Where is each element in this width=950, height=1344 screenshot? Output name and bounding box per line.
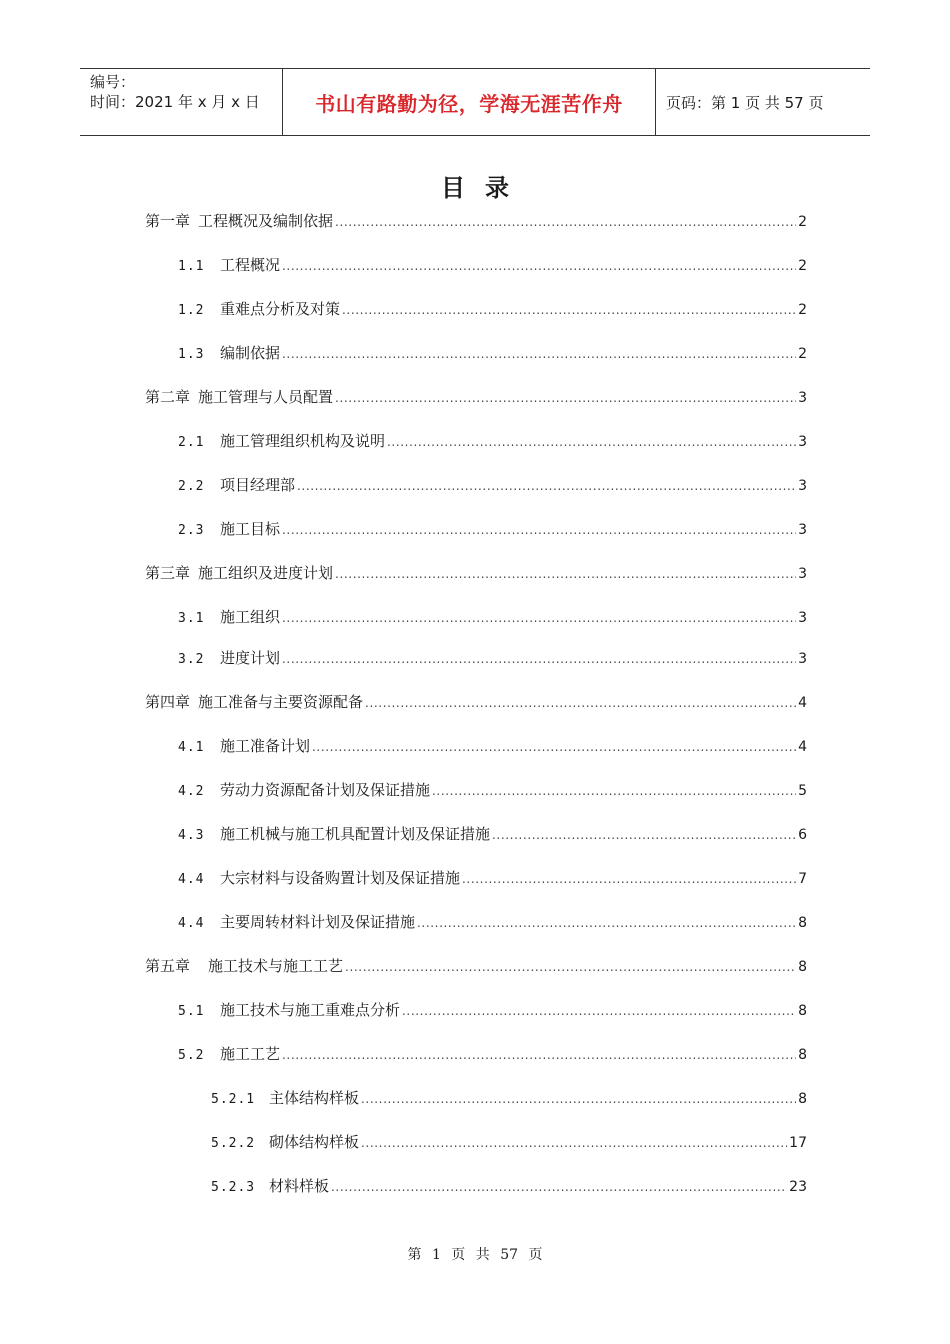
toc-entry-title: 项目经理部 bbox=[220, 476, 296, 494]
toc-entry-title: 施工工艺 bbox=[220, 1045, 281, 1063]
toc-entry-page: 2 bbox=[798, 302, 807, 318]
toc-entry-number: 2.3 bbox=[178, 523, 205, 538]
toc-leader-dots bbox=[417, 912, 796, 934]
toc-leader-dots bbox=[335, 387, 796, 409]
toc-entry-number: 2.2 bbox=[178, 479, 205, 494]
toc-entry[interactable] bbox=[178, 254, 807, 276]
toc-leader-dots bbox=[282, 255, 796, 277]
toc-entry-number: 4.4 bbox=[178, 916, 205, 931]
toc-entry-page: 3 bbox=[798, 610, 807, 626]
toc-entry-title: 施工准备与主要资源配备 bbox=[198, 693, 364, 711]
toc-entry-page: 8 bbox=[798, 1091, 807, 1107]
toc-entry-number: 5.2.1 bbox=[211, 1092, 256, 1107]
toc-entry-number: 4.4 bbox=[178, 872, 205, 887]
toc-entry-number: 1.1 bbox=[178, 259, 205, 274]
toc-entry-page: 2 bbox=[798, 346, 807, 362]
toc-entry-number: 5.2.3 bbox=[211, 1180, 256, 1195]
toc-entry-page: 6 bbox=[798, 827, 807, 843]
toc-entry-number: 3.2 bbox=[178, 652, 205, 667]
toc-entry[interactable] bbox=[211, 1131, 807, 1153]
toc-entry[interactable] bbox=[178, 430, 807, 452]
toc-entry-page: 8 bbox=[798, 915, 807, 931]
toc-entry-number: 4.1 bbox=[178, 740, 205, 755]
toc-entry-page: 2 bbox=[798, 214, 807, 230]
toc-entry[interactable] bbox=[178, 342, 807, 364]
toc-entry-number: 第一章 bbox=[145, 212, 191, 230]
toc-entry-page: 4 bbox=[798, 695, 807, 711]
toc-entry-page: 17 bbox=[789, 1135, 807, 1151]
toc-entry-page: 7 bbox=[798, 871, 807, 887]
toc-entry-title: 砌体结构样板 bbox=[269, 1133, 360, 1151]
toc-entry-page: 3 bbox=[798, 566, 807, 582]
toc-entry-number: 3.1 bbox=[178, 611, 205, 626]
toc-entry-title: 工程概况 bbox=[220, 256, 281, 274]
toc-title: 目录 bbox=[441, 174, 529, 202]
toc-leader-dots bbox=[361, 1088, 796, 1110]
toc-entry-page: 8 bbox=[798, 1047, 807, 1063]
toc-entry-title: 施工管理与人员配置 bbox=[198, 388, 334, 406]
document-date: 时间：2021 年 x 月 x 日 bbox=[90, 93, 260, 111]
toc-entry[interactable] bbox=[145, 562, 807, 584]
toc-leader-dots bbox=[331, 1176, 787, 1198]
toc-entry[interactable] bbox=[178, 474, 807, 496]
toc-entry[interactable] bbox=[178, 999, 807, 1021]
toc-leader-dots bbox=[432, 780, 796, 802]
toc-entry[interactable] bbox=[178, 911, 807, 933]
toc-entry-number: 第二章 bbox=[145, 388, 191, 406]
toc-entry-number: 5.2.2 bbox=[211, 1136, 256, 1151]
toc-entry-title: 施工管理组织机构及说明 bbox=[220, 432, 386, 450]
page-header bbox=[80, 68, 870, 136]
toc-entry[interactable] bbox=[178, 298, 807, 320]
toc-leader-dots bbox=[312, 736, 796, 758]
toc-entry-number: 第三章 bbox=[145, 564, 191, 582]
toc-leader-dots bbox=[297, 475, 796, 497]
toc-entry-title: 重难点分析及对策 bbox=[220, 300, 341, 318]
toc-entry-title: 编制依据 bbox=[220, 344, 281, 362]
toc-entry[interactable] bbox=[178, 606, 807, 628]
toc-entry[interactable] bbox=[178, 647, 807, 669]
toc-entry[interactable] bbox=[211, 1087, 807, 1109]
toc-entry-page: 8 bbox=[798, 1003, 807, 1019]
toc-entry-title: 施工组织 bbox=[220, 608, 281, 626]
toc-entry-page: 5 bbox=[798, 783, 807, 799]
toc-entry-number: 4.2 bbox=[178, 784, 205, 799]
toc-entry-title: 工程概况及编制依据 bbox=[198, 212, 334, 230]
toc-entry-page: 8 bbox=[798, 959, 807, 975]
toc-entry-page: 3 bbox=[798, 522, 807, 538]
toc-entry-title: 主要周转材料计划及保证措施 bbox=[220, 913, 416, 931]
page-footer: 第 1 页 共 57 页 bbox=[407, 1247, 543, 1263]
toc-leader-dots bbox=[282, 607, 796, 629]
toc-entry-page: 3 bbox=[798, 434, 807, 450]
toc-entry-title: 施工组织及进度计划 bbox=[198, 564, 334, 582]
toc-leader-dots bbox=[365, 692, 796, 714]
toc-entry-title: 施工目标 bbox=[220, 520, 281, 538]
toc-leader-dots bbox=[335, 211, 796, 233]
toc-entry-page: 23 bbox=[789, 1179, 807, 1195]
toc-entry[interactable] bbox=[145, 386, 807, 408]
header-motto: 书山有路勤为径，学海无涯苦作舟 bbox=[282, 69, 656, 135]
toc-entry-page: 3 bbox=[798, 651, 807, 667]
toc-entry-number: 1.2 bbox=[178, 303, 205, 318]
toc-entry[interactable] bbox=[178, 735, 807, 757]
toc-leader-dots bbox=[402, 1000, 796, 1022]
toc-leader-dots bbox=[335, 563, 796, 585]
toc-entry[interactable] bbox=[211, 1175, 807, 1197]
toc-leader-dots bbox=[342, 299, 796, 321]
toc-leader-dots bbox=[492, 824, 796, 846]
toc-entry[interactable] bbox=[178, 518, 807, 540]
toc-entry[interactable] bbox=[145, 955, 807, 977]
toc-entry-title: 主体结构样板 bbox=[269, 1089, 360, 1107]
toc-entry-number: 第四章 bbox=[145, 693, 191, 711]
toc-leader-dots bbox=[282, 648, 796, 670]
toc-leader-dots bbox=[282, 1044, 796, 1066]
toc-entry-title: 施工机械与施工机具配置计划及保证措施 bbox=[220, 825, 491, 843]
toc-entry-title: 材料样板 bbox=[269, 1177, 330, 1195]
toc-entry-title: 施工准备计划 bbox=[220, 737, 311, 755]
toc-leader-dots bbox=[282, 519, 796, 541]
toc-entry[interactable] bbox=[178, 1043, 807, 1065]
toc-entry-title: 劳动力资源配备计划及保证措施 bbox=[220, 781, 431, 799]
toc-entry-page: 4 bbox=[798, 739, 807, 755]
header-page-info: 页码：第 1 页 共 57 页 bbox=[666, 93, 824, 112]
toc-entry-number: 第五章 bbox=[145, 957, 191, 975]
toc-entry-number: 5.1 bbox=[178, 1004, 205, 1019]
toc-leader-dots bbox=[282, 343, 796, 365]
toc-entry[interactable] bbox=[178, 779, 807, 801]
toc-leader-dots bbox=[462, 868, 796, 890]
toc-entry-title: 施工技术与施工工艺 bbox=[208, 957, 344, 975]
toc-entry[interactable] bbox=[145, 210, 807, 232]
toc-leader-dots bbox=[387, 431, 796, 453]
toc-entry[interactable] bbox=[178, 867, 807, 889]
toc-entry-number: 4.3 bbox=[178, 828, 205, 843]
toc-entry-title: 进度计划 bbox=[220, 649, 281, 667]
toc-leader-dots bbox=[345, 956, 796, 978]
header-meta bbox=[80, 69, 282, 135]
document-number-label: 编号： bbox=[90, 73, 136, 91]
toc-entry[interactable] bbox=[145, 691, 807, 713]
toc-entry-title: 大宗材料与设备购置计划及保证措施 bbox=[220, 869, 461, 887]
toc-entry[interactable] bbox=[178, 823, 807, 845]
toc-entry-page: 3 bbox=[798, 478, 807, 494]
toc-entry-page: 2 bbox=[798, 258, 807, 274]
toc-entry-number: 5.2 bbox=[178, 1048, 205, 1063]
toc-entry-number: 1.3 bbox=[178, 347, 205, 362]
toc-entry-number: 2.1 bbox=[178, 435, 205, 450]
toc-entry-page: 3 bbox=[798, 390, 807, 406]
toc-leader-dots bbox=[361, 1132, 787, 1154]
toc-entry-title: 施工技术与施工重难点分析 bbox=[220, 1001, 401, 1019]
